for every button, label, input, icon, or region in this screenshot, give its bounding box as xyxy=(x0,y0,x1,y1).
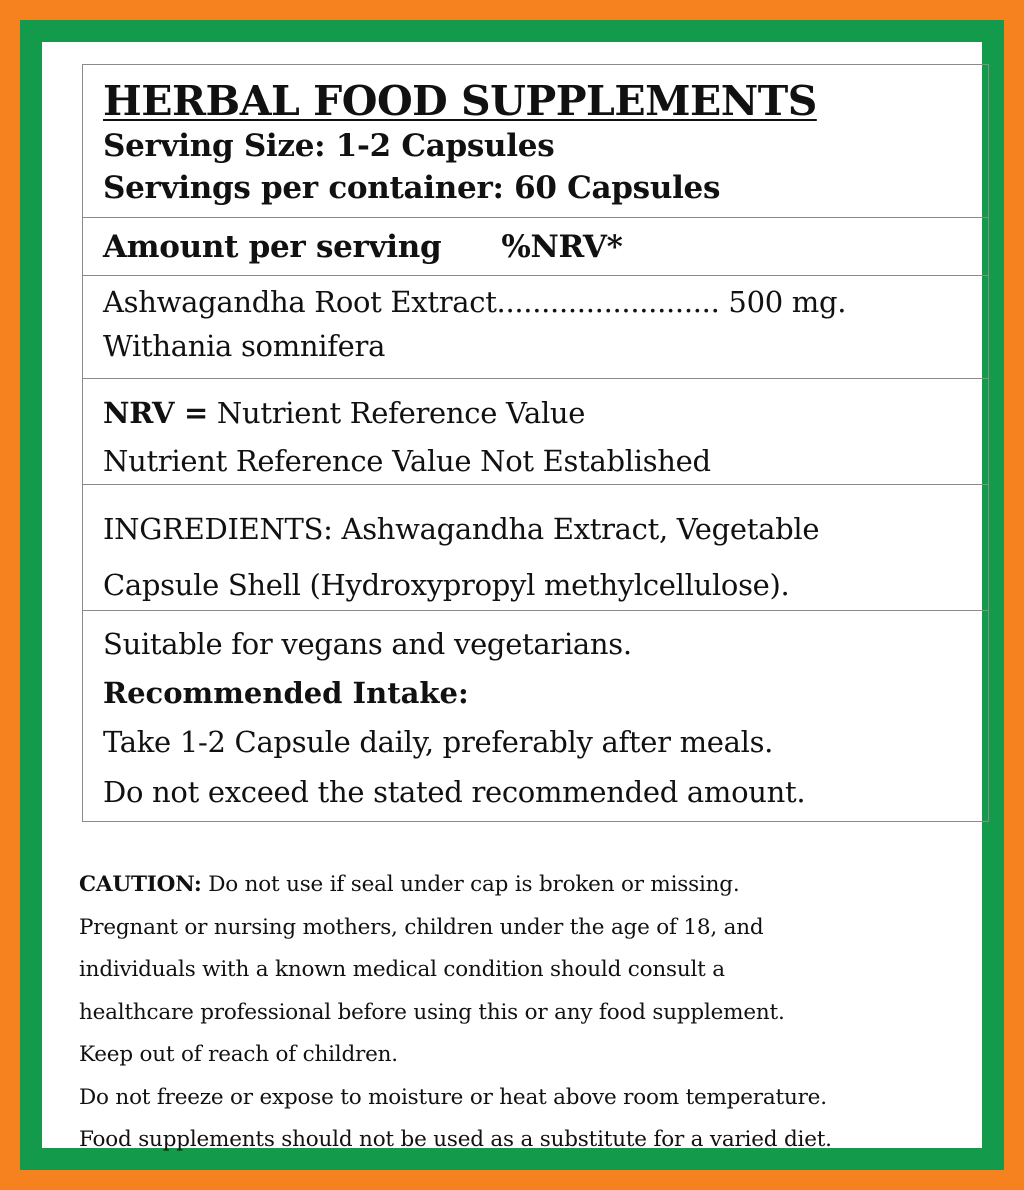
ingredients-line-1: INGREDIENTS: Ashwagandha Extract, Vegetable xyxy=(103,512,820,546)
intake-instruction-1: Take 1-2 Capsule daily, preferably after meals. xyxy=(103,725,774,759)
nrv-not-established: Nutrient Reference Value Not Established xyxy=(103,444,711,478)
green-border-frame xyxy=(20,20,1004,1170)
caution-line-4: healthcare professional before using this or any food supplement. xyxy=(79,999,785,1025)
caution-line-7: Food supplements should not be used as a substitute for a varied diet. xyxy=(79,1127,832,1152)
suitability-statement: Suitable for vegans and vegetarians. xyxy=(103,627,632,661)
nrv-definition-line xyxy=(103,389,978,437)
header-row xyxy=(83,65,988,218)
label-panel xyxy=(42,42,982,1152)
ingredient-row xyxy=(83,276,988,379)
supplement-facts-table xyxy=(82,64,989,822)
caution-block xyxy=(79,864,959,1162)
intake-row xyxy=(83,611,988,821)
caution-line-1 xyxy=(79,864,959,907)
intake-instruction-2: Do not exceed the stated recommended amount. xyxy=(103,775,806,809)
ingredients-row xyxy=(83,485,988,611)
recommended-intake-heading: Recommended Intake: xyxy=(103,676,469,710)
caution-line-6: Do not freeze or expose to moisture or heat above room temperature. xyxy=(79,1084,827,1110)
nrv-percent-heading: %NRV* xyxy=(501,228,623,265)
caution-line-5: Keep out of reach of children. xyxy=(79,1042,398,1067)
serving-size: Serving Size: 1-2 Capsules xyxy=(103,128,555,164)
caution-line-1-text: Do not use if seal under cap is broken or missing. xyxy=(201,872,740,897)
nrv-abbreviation: NRV = xyxy=(103,396,208,430)
caution-label: CAUTION: xyxy=(79,872,202,897)
label-title: HERBAL FOOD SUPPLEMENTS xyxy=(103,77,817,125)
ingredient-amount-line: Ashwagandha Root Extract......................... 500 mg. xyxy=(103,285,847,319)
caution-line-3: individuals with a known medical condition should consult a xyxy=(79,957,725,982)
caution-line-2: Pregnant or nursing mothers, children under the age of 18, and xyxy=(79,914,764,940)
ingredients-line-2: Capsule Shell (Hydroxypropyl methylcellulose). xyxy=(103,568,790,602)
servings-per-container: Servings per container: 60 Capsules xyxy=(103,170,721,206)
nrv-definition-text: Nutrient Reference Value xyxy=(207,396,586,430)
amount-per-serving-heading: Amount per serving xyxy=(103,228,442,265)
nrv-note-row xyxy=(83,379,988,485)
amount-header-row xyxy=(83,218,988,276)
ingredient-latin-name: Withania somnifera xyxy=(103,329,386,363)
